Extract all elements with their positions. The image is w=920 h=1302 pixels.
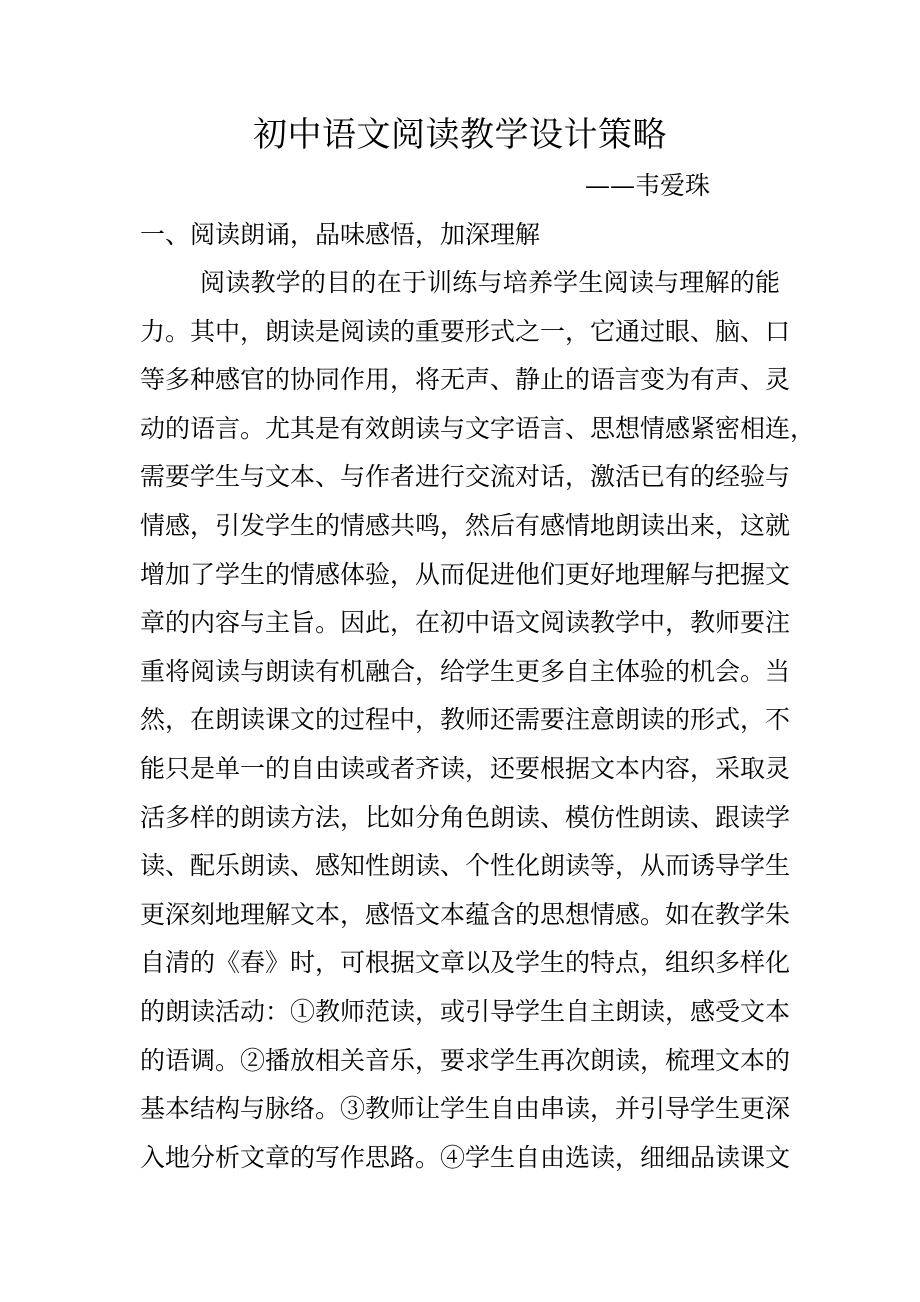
paragraph-line: 增加了学生的情感体验，从而促进他们更好地理解与把握文	[140, 559, 791, 589]
paragraph-line: 阅读教学的目的在于训练与培养学生阅读与理解的能	[200, 268, 780, 297]
paragraph-line: 入地分析文章的写作思路。④学生自由选读，细细品读课文	[140, 1142, 791, 1172]
paragraph-line: 需要学生与文本、与作者进行交流对话，激活已有的经验与	[140, 462, 791, 492]
paragraph-line: 章的内容与主旨。因此，在初中语文阅读教学中，教师要注	[140, 608, 791, 638]
paragraph-line: 情感，引发学生的情感共鸣，然后有感情地朗读出来，这就	[140, 510, 791, 540]
paragraph-line: 等多种感官的协同作用，将无声、静止的语言变为有声、灵	[140, 365, 791, 395]
paragraph-line: 然，在朗读课文的过程中，教师还需要注意朗读的形式，不	[140, 705, 791, 735]
paragraph-line: 读、配乐朗读、感知性朗读、个性化朗读等，从而诱导学生	[140, 851, 791, 881]
body-paragraph	[140, 266, 816, 1189]
paragraph-line: 能只是单一的自由读或者齐读，还要根据文本内容，采取灵	[140, 753, 791, 783]
section-heading: 一、阅读朗诵，品味感悟，加深理解	[140, 220, 541, 249]
paragraph-line: 重将阅读与朗读有机融合，给学生更多自主体验的机会。当	[140, 656, 791, 686]
paragraph-line: 的语调。②播放相关音乐，要求学生再次朗读，梳理文本的	[140, 1045, 791, 1075]
paragraph-line: 更深刻地理解文本，感悟文本蕴含的思想情感。如在教学朱	[140, 899, 791, 929]
paragraph-line: 的朗读活动：①教师范读，或引导学生自主朗读，感受文本	[140, 996, 791, 1026]
paragraph-line: 基本结构与脉络。③教师让学生自由串读，并引导学生更深	[140, 1094, 791, 1124]
document-title: 初中语文阅读教学设计策略	[253, 115, 667, 155]
paragraph-line: 活多样的朗读方法，比如分角色朗读、模仿性朗读、跟读学	[140, 802, 791, 832]
paragraph-line: 动的语言。尤其是有效朗读与文字语言、思想情感紧密相连，	[140, 413, 816, 443]
paragraph-line: 自清的《春》时，可根据文章以及学生的特点，组织多样化	[140, 948, 791, 978]
paragraph-line: 力。其中，朗读是阅读的重要形式之一，它通过眼、脑、口	[140, 316, 791, 346]
author-byline: ——韦爱珠	[585, 171, 711, 200]
